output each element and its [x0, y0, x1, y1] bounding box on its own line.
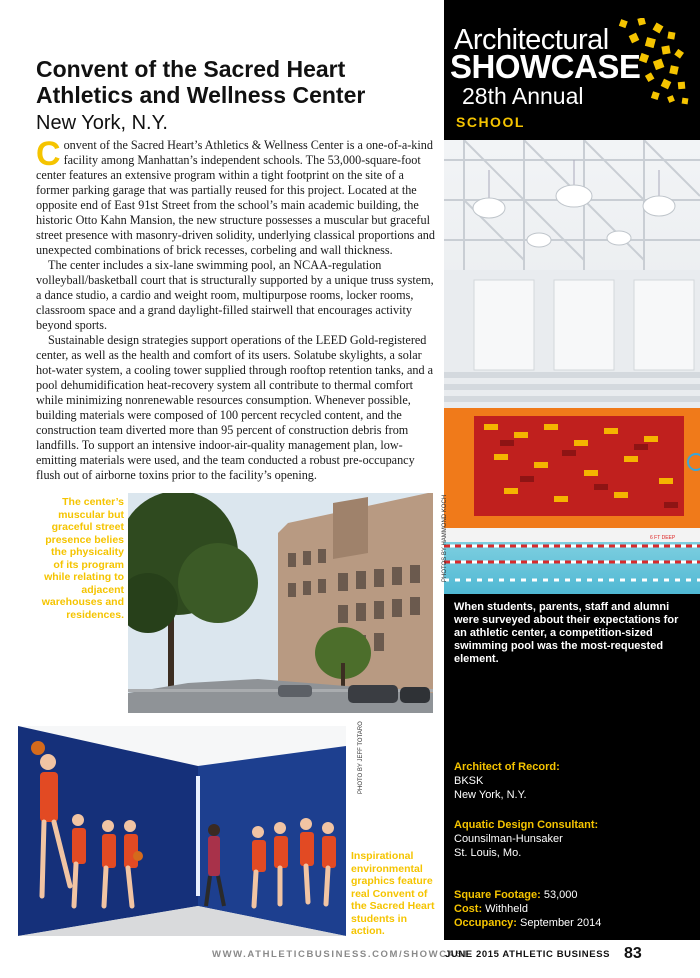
showcase-logo [450, 18, 690, 108]
drop-cap: C [36, 135, 61, 173]
occupancy-label: Occupancy: [454, 917, 517, 929]
article-paragraph-1 [36, 135, 436, 258]
aquatic-credit [454, 818, 690, 860]
gym-illustration [18, 726, 346, 936]
gym-photo-caption: Inspirational environmental graphics feature real Convent of the Sacred Heart students in action. [351, 850, 435, 937]
aquatic-city: St. Louis, Mo. [454, 847, 522, 859]
article-title-line1: Convent of the Sacred Heart [36, 56, 346, 82]
section-label: SCHOOL [456, 114, 525, 130]
pool-photo [444, 140, 700, 594]
article-paragraph-1-text: onvent of the Sacred Heart’s Athletics & Wellness Center is a one-of-a-kind facility among Manhattan’s independent schools. The 53,000-square-foot center features an extensive program within a tight footprint on the site of a former parking garage that was partially reused for this project. Located at the opposite end of East 91st Street from the school’s main academic building, the historic Otto Kahn Mansion, the new structure possesses a muscular but graceful street presence with masonry-driven solidity, underlying classical proportions and unexpected combinations of brick recesses, corbeling and wall thickness. [36, 138, 435, 257]
article-paragraph-3: Sustainable design strategies support operations of the LEED Gold-registered center, as well as the health and comfort of its users. Solatube skylights, a solar hot-water system, a cooling tower supplied through rooftop retention tanks, and a pool dehumidification heat-recovery system all contribute to thermal comfort while minimizing nonrenewable resources consumption. Whenever possible, building materials were composed of 100 percent recycled content, and the construction team diverted more than 95 percent of construction debris from landfills. To support an intensive indoor-air-quality management plan, low-emitting materials were used, and the team conducted a robust pre-occupancy flush out of airborne toxins prior to the facility’s opening. [36, 333, 434, 482]
article-location: New York, N.Y. [36, 112, 168, 134]
article-body [36, 135, 436, 483]
logo-line-annual: 28th Annual [462, 83, 584, 109]
article-title-line2: Athletics and Wellness Center [36, 82, 366, 108]
article-title [36, 56, 365, 108]
page-number: 83 [624, 945, 642, 962]
cost-value: Withheld [485, 903, 528, 915]
pool-depth-sign: 6 FT DEEP [650, 535, 676, 541]
street-photo [128, 493, 433, 713]
project-stats [454, 888, 690, 930]
page-footer [0, 945, 700, 969]
pool-illustration [444, 140, 700, 594]
occupancy-value: September 2014 [520, 917, 602, 929]
aquatic-name: Counsilman-Hunsaker [454, 833, 563, 845]
architect-label: Architect of Record: [454, 761, 560, 773]
street-photo-caption: The center’s muscular but graceful street presence belies the physicality of its program while relating to adjacent warehouses and residences. [41, 496, 124, 621]
architect-name: BKSK [454, 775, 484, 787]
gym-photo [18, 726, 346, 936]
cost-label: Cost: [454, 903, 483, 915]
architect-credit [454, 760, 690, 802]
logo-line-showcase: SHOWCASE [450, 48, 641, 85]
pool-caption: When students, parents, staff and alumni were surveyed about their expectations for an athletic center, a competition-sized swimming pool was the most-requested element. [454, 601, 679, 665]
architect-city: New York, N.Y. [454, 789, 527, 801]
aquatic-label: Aquatic Design Consultant: [454, 819, 599, 831]
logo-line-architectural: Architectural [454, 24, 609, 56]
street-illustration [128, 493, 433, 713]
footage-value: 53,000 [543, 889, 578, 901]
gym-photo-credit: PHOTO BY JEFF TOTARO [358, 721, 364, 794]
pool-photo-credit: PHOTOS BY HAMMOND KOCH [442, 494, 448, 582]
footage-label: Square Footage: [454, 889, 541, 901]
footer-issue: JUNE 2015 ATHLETIC BUSINESS [445, 949, 611, 960]
article-paragraph-2: The center includes a six-lane swimming pool, an NCAA-regulation volleyball/basketball court that is structurally supported by a unique truss system, a dance studio, a cardio and weight room, multipurpose rooms, locker rooms, classroom space and a grand daylight-filled stairwell that encourages activity beyond sports. [36, 258, 434, 332]
footer-url: WWW.ATHLETICBUSINESS.COM/SHOWCASE [212, 949, 473, 960]
